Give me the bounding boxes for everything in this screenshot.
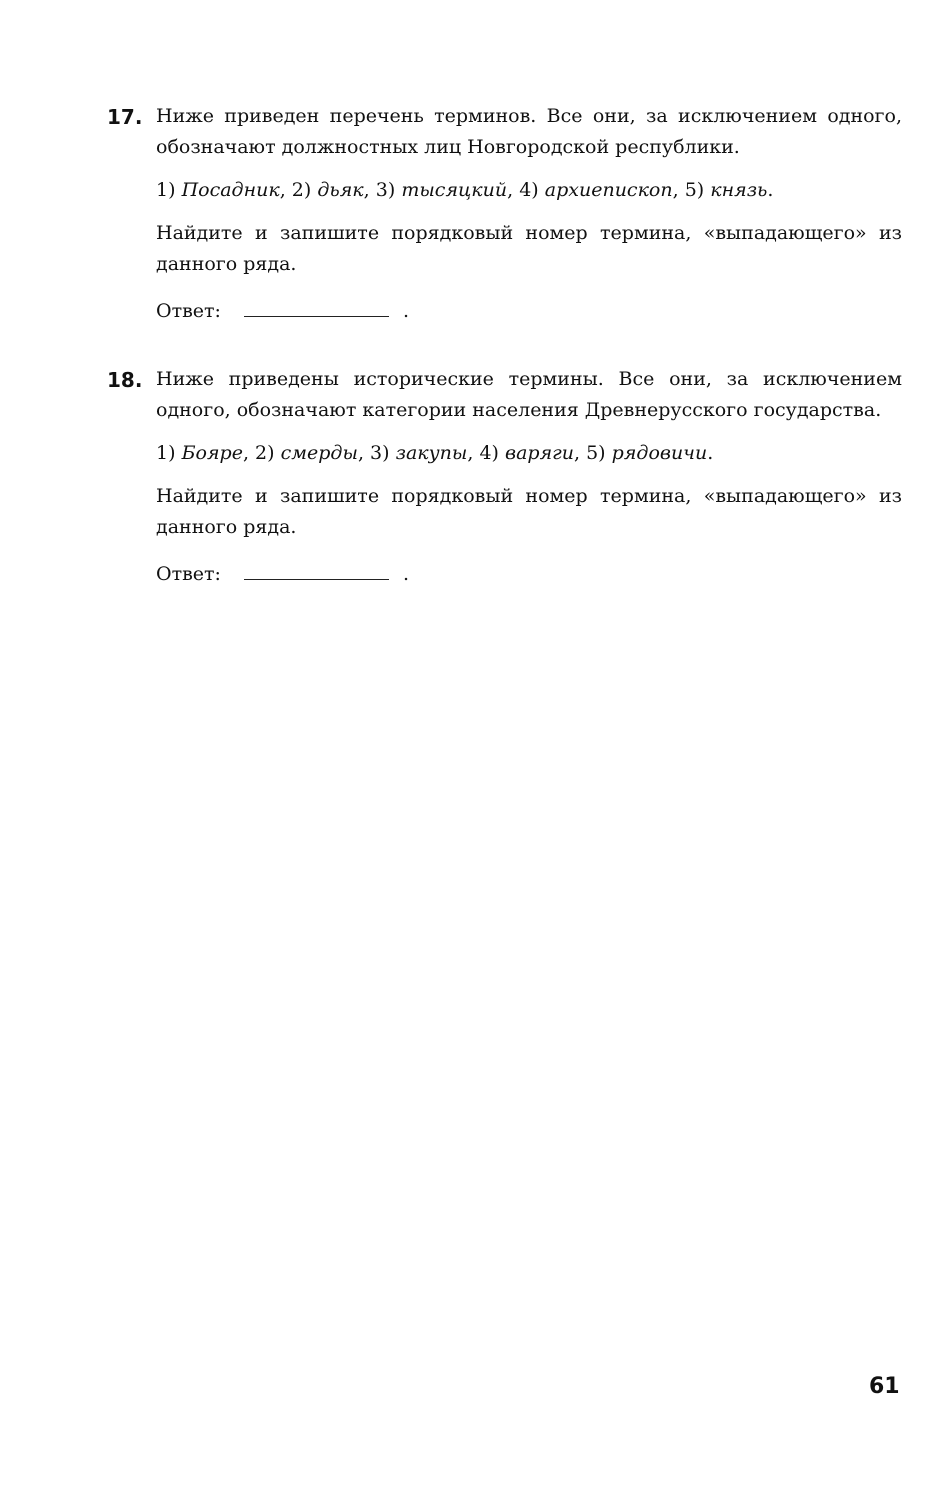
option-item: 2) смерды,: [255, 442, 364, 464]
task-18: [107, 364, 902, 590]
answer-blank[interactable]: [244, 294, 389, 317]
option-item: 4) архиепископ,: [519, 179, 679, 201]
task-stem: Ниже приведен перечень терминов. Все они, за исключением одного, обозначают должностных лиц Новгородской республики.: [156, 105, 902, 158]
task-body: [156, 364, 902, 590]
answer-end-dot: .: [403, 563, 410, 585]
answer-row: [156, 557, 902, 590]
task-17: [107, 101, 902, 327]
option-item: 1) Посадник,: [156, 179, 286, 201]
option-item: 5) рядовичи.: [586, 442, 714, 464]
page-number: 61: [869, 1374, 900, 1399]
task-stem: Ниже приведены исторические термины. Все они, за исключением одного, обозначают категории населения Древнерусского государства.: [156, 368, 902, 421]
option-item: 3) закупы,: [370, 442, 474, 464]
term-options: [156, 175, 902, 206]
option-item: 1) Бояре,: [156, 442, 249, 464]
option-item: 4) варяги,: [479, 442, 581, 464]
answer-row: [156, 294, 902, 327]
task-number: 18.: [107, 368, 143, 392]
task-instruction: Найдите и запишите порядковый номер термина, «выпадающего» из данного ряда.: [156, 222, 902, 275]
option-item: 5) князь.: [684, 179, 774, 201]
answer-end-dot: .: [403, 300, 410, 322]
answer-label: Ответ:: [156, 300, 221, 322]
answer-label: Ответ:: [156, 563, 221, 585]
term-options: [156, 438, 902, 469]
option-item: 3) тысяцкий,: [375, 179, 514, 201]
task-instruction: Найдите и запишите порядковый номер термина, «выпадающего» из данного ряда.: [156, 485, 902, 538]
option-item: 2) дьяк,: [291, 179, 370, 201]
task-body: [156, 101, 902, 327]
answer-blank[interactable]: [244, 557, 389, 580]
task-number: 17.: [107, 105, 143, 129]
